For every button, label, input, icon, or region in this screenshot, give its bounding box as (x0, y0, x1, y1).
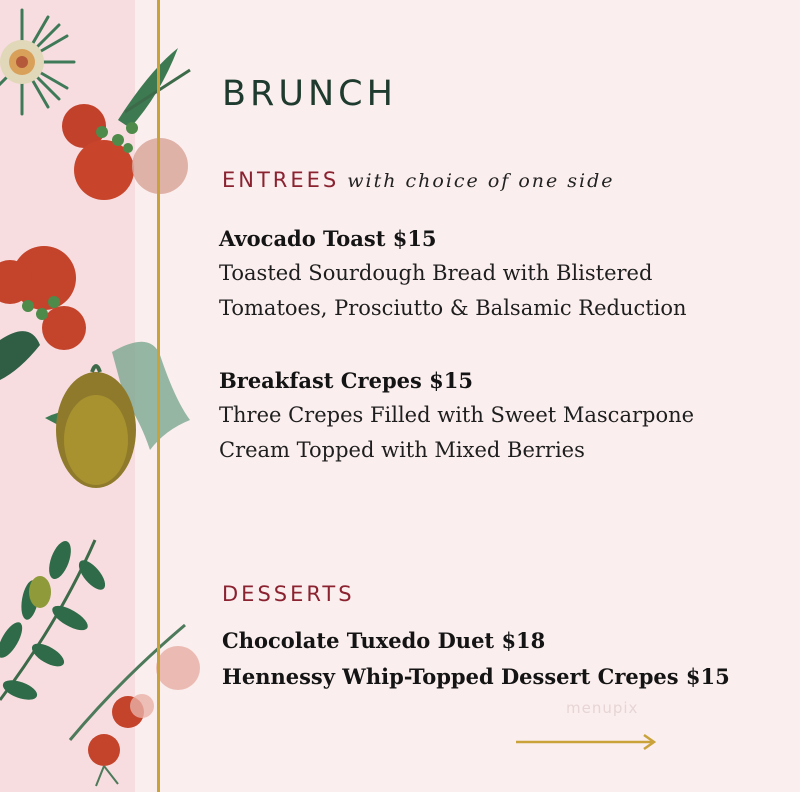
pomegranate-icon (70, 625, 200, 786)
description-line: Toasted Sourdough Bread with Blistered (219, 261, 653, 285)
entrees-heading-label: ENTREES (222, 168, 340, 192)
desserts-heading: DESSERTS (222, 582, 355, 606)
description-line: Tomatoes, Prosciutto & Balsamic Reduction (219, 296, 687, 320)
dessert-item: Hennessy Whip-Topped Dessert Crepes $15 (222, 664, 730, 689)
entrees-heading (222, 168, 615, 192)
flower-icon (0, 10, 74, 114)
menu-item-name: Avocado Toast $15 (219, 226, 437, 251)
description-line: Cream Topped with Mixed Berries (219, 438, 585, 462)
menu-title: BRUNCH (222, 74, 397, 114)
olive-branch-icon (0, 538, 110, 704)
botanical-illustration (0, 0, 220, 792)
watermark: menupix (566, 699, 639, 717)
menu-item-description (219, 256, 779, 326)
menu-item-name: Breakfast Crepes $15 (219, 368, 473, 393)
tomato-cluster-icon (0, 246, 86, 380)
tomato-cluster-icon (62, 48, 190, 200)
arrow-right-icon[interactable] (516, 732, 660, 752)
gold-divider-line (157, 0, 160, 792)
pear-icon (45, 342, 190, 488)
description-line: Three Crepes Filled with Sweet Mascarpone (219, 403, 695, 427)
entrees-note: with choice of one side (347, 170, 615, 192)
menu-item-description (219, 398, 779, 468)
dessert-item: Chocolate Tuxedo Duet $18 (222, 628, 546, 653)
